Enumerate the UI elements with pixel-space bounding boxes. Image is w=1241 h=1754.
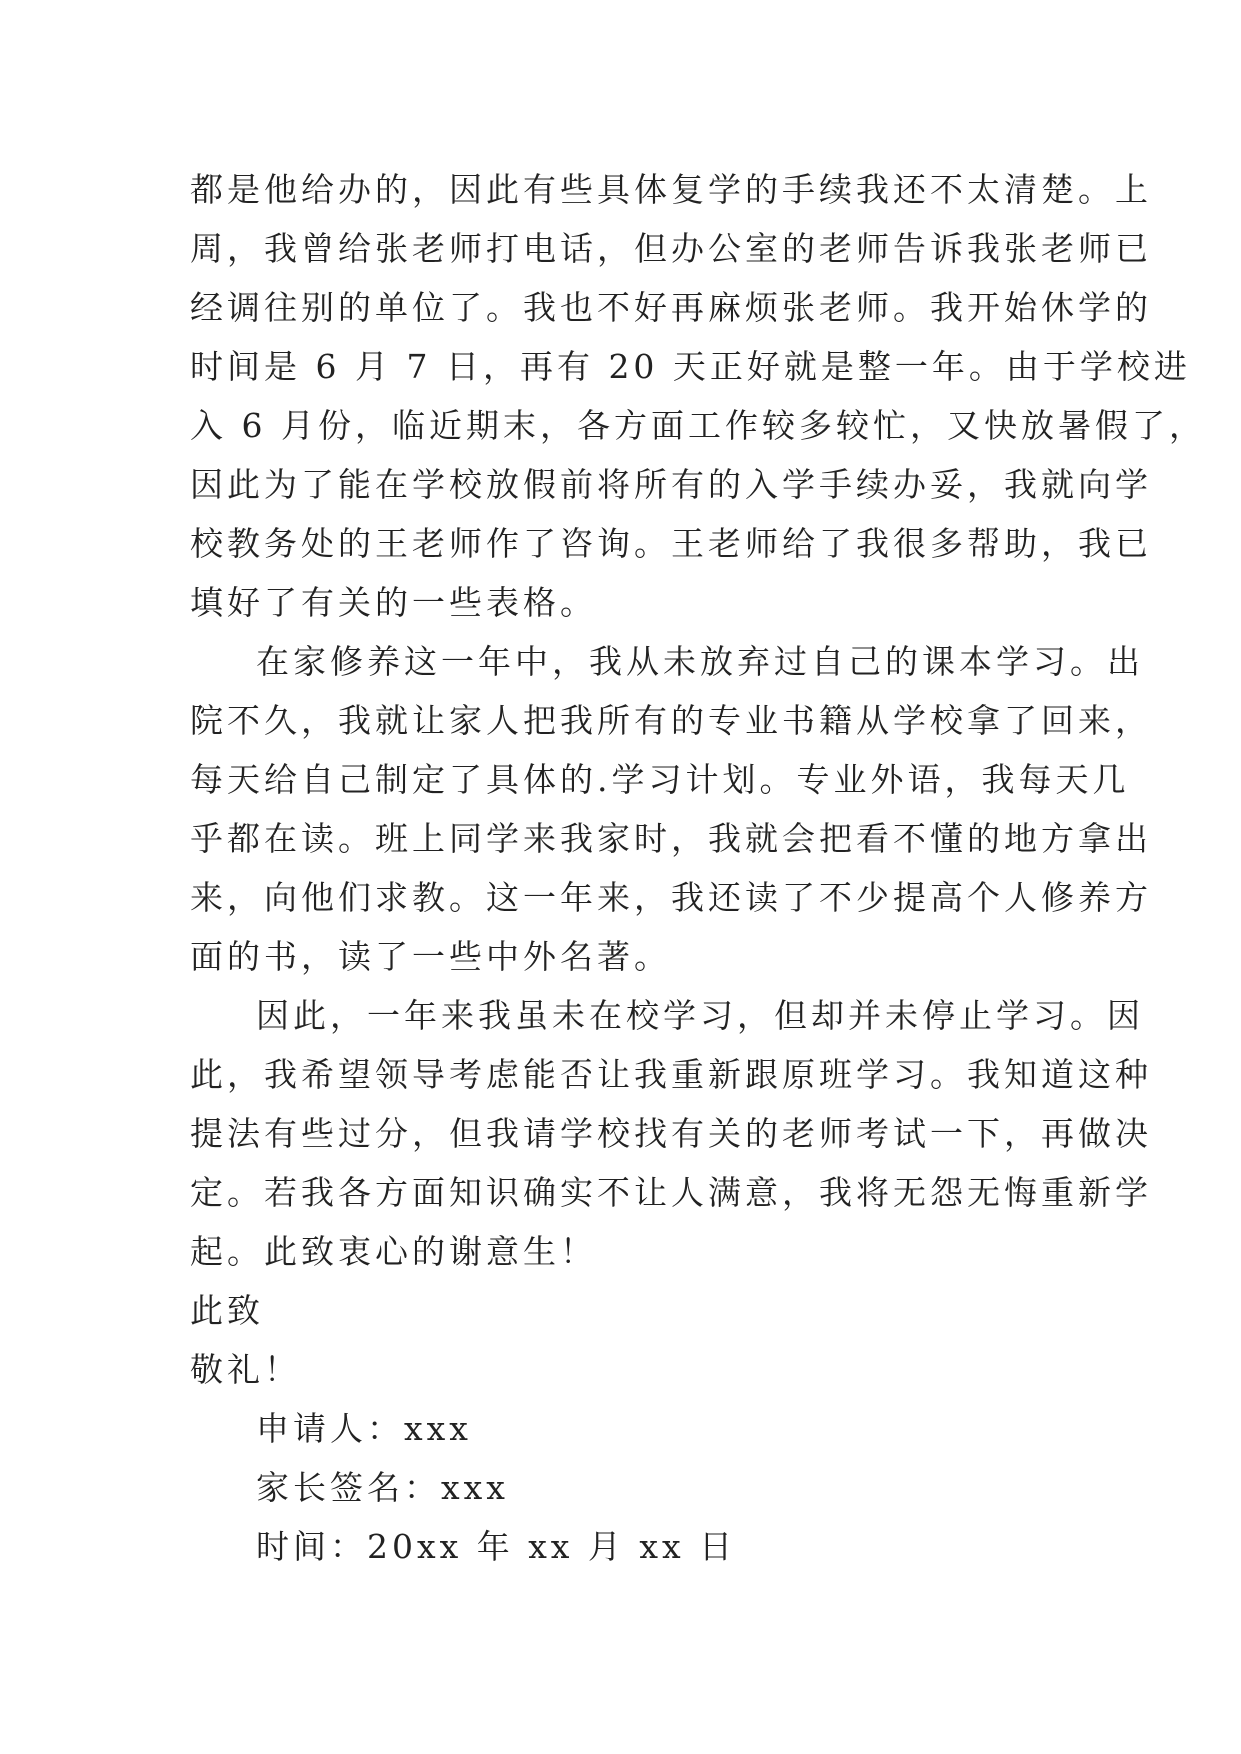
paragraph-line: 起。此致衷心的谢意生！	[190, 1232, 597, 1271]
letter-body	[190, 160, 1206, 1576]
paragraph-3	[190, 986, 1152, 1281]
closing-line-1: 此致	[190, 1291, 264, 1330]
paragraph-line: 校教务处的王老师作了咨询。王老师给了我很多帮助，我已	[190, 524, 1152, 563]
paragraph-line: 院不久，我就让家人把我所有的专业书籍从学校拿了回来，	[190, 701, 1152, 740]
paragraph-line: 周，我曾给张老师打电话，但办公室的老师告诉我张老师已	[190, 229, 1152, 268]
applicant-line: 申请人：xxx	[256, 1409, 472, 1448]
paragraph-line: 因此为了能在学校放假前将所有的入学手续办妥，我就向学	[190, 465, 1152, 504]
paragraph-line: 定。若我各方面知识确实不让人满意，我将无怨无悔重新学	[190, 1173, 1152, 1212]
closing	[190, 1281, 1060, 1399]
paragraph-line: 填好了有关的一些表格。	[190, 583, 597, 622]
date-line: 时间：20xx 年 xx 月 xx 日	[256, 1527, 737, 1566]
paragraph-line: 来，向他们求教。这一年来，我还读了不少提高个人修养方	[190, 878, 1152, 917]
parent-signature-line: 家长签名：xxx	[256, 1468, 509, 1507]
paragraph-2	[190, 632, 1152, 986]
signature-block	[190, 1399, 1060, 1576]
paragraph-line: 此，我希望领导考虑能否让我重新跟原班学习。我知道这种	[190, 1055, 1152, 1094]
paragraph-line: 面的书，读了一些中外名著。	[190, 937, 671, 976]
paragraph-line: 在家修养这一年中，我从未放弃过自己的课本学习。出	[256, 642, 1144, 681]
paragraph-line: 因此，一年来我虽未在校学习，但却并未停止学习。因	[256, 996, 1144, 1035]
paragraph-line: 经调往别的单位了。我也不好再麻烦张老师。我开始休学的	[190, 288, 1152, 327]
paragraph-1	[190, 160, 1206, 632]
paragraph-line: 提法有些过分，但我请学校找有关的老师考试一下，再做决	[190, 1114, 1152, 1153]
paragraph-line: 时间是 6 月 7 日，再有 20 天正好就是整一年。由于学校进	[190, 347, 1191, 386]
paragraph-line: 入 6 月份，临近期末，各方面工作较多较忙，又快放暑假了，	[190, 406, 1206, 445]
paragraph-line: 乎都在读。班上同学来我家时，我就会把看不懂的地方拿出	[190, 819, 1152, 858]
closing-line-2: 敬礼！	[190, 1350, 301, 1389]
paragraph-line: 都是他给办的，因此有些具体复学的手续我还不太清楚。上	[190, 170, 1152, 209]
paragraph-line: 每天给自己制定了具体的.学习计划。专业外语，我每天几	[190, 760, 1130, 799]
